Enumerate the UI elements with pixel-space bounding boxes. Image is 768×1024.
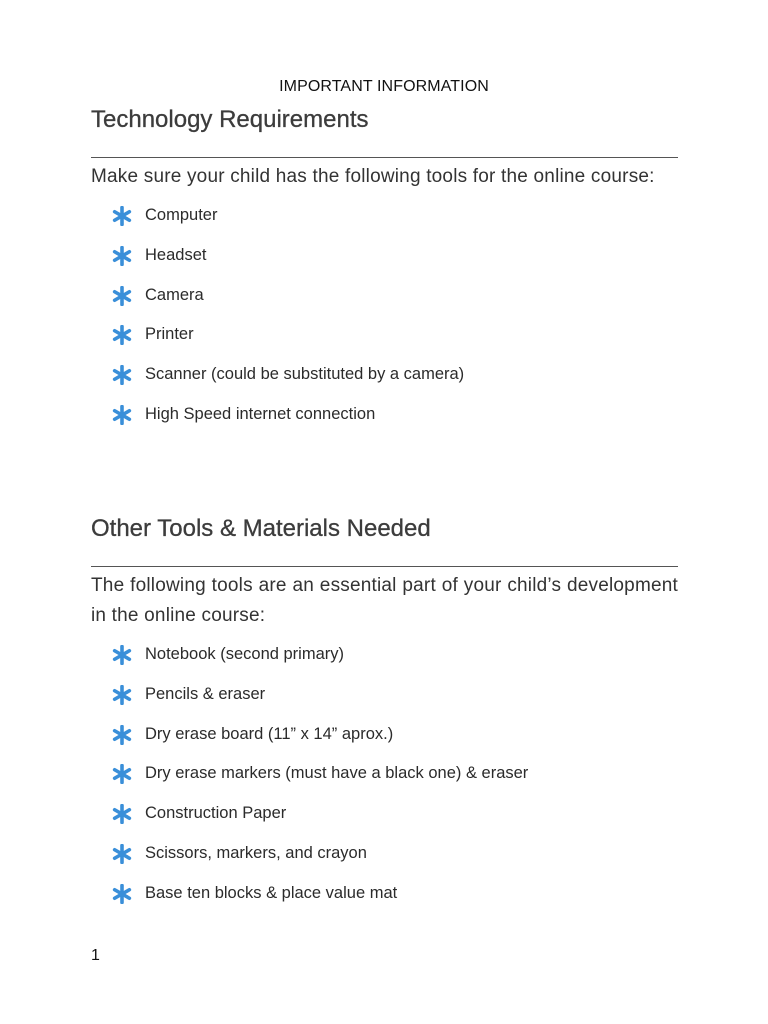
asterisk-icon: [112, 764, 132, 784]
asterisk-icon: [112, 286, 132, 306]
list-item: [91, 834, 678, 874]
asterisk-icon: [112, 725, 132, 745]
asterisk-icon: [112, 884, 132, 904]
list-item: [91, 395, 678, 435]
asterisk-icon: [112, 246, 132, 266]
list-item-label: Camera: [145, 285, 204, 304]
asterisk-icon: [112, 325, 132, 345]
asterisk-icon: [112, 645, 132, 665]
list-item-label: Notebook (second primary): [145, 645, 344, 663]
list-item-label: Construction Paper: [145, 804, 287, 823]
list-item: [91, 196, 678, 236]
list-item-label: Pencils & eraser: [145, 684, 266, 703]
list-item: [91, 635, 678, 675]
page-header: IMPORTANT INFORMATION: [279, 78, 489, 95]
list-item: [91, 675, 678, 715]
asterisk-icon: [112, 844, 132, 864]
section-other-tools: [91, 513, 678, 914]
list-item-label: Headset: [145, 245, 207, 264]
section-intro: Make sure your child has the following tools for the online course:: [91, 166, 655, 187]
divider: [91, 157, 678, 158]
section-intro: The following tools are an essential part of your child’s development in the online course:: [91, 575, 678, 626]
section-technology-requirements: [91, 104, 678, 435]
tool-list: [91, 196, 678, 435]
list-item-label: Printer: [145, 325, 194, 344]
list-item: [91, 794, 678, 834]
list-item-label: Scissors, markers, and crayon: [145, 843, 367, 862]
asterisk-icon: [112, 365, 132, 385]
list-item-label: Base ten blocks & place value mat: [145, 883, 398, 902]
asterisk-icon: [112, 804, 132, 824]
list-item-label: High Speed internet connection: [145, 404, 376, 423]
tool-list: [91, 635, 678, 914]
list-item: [91, 236, 678, 276]
list-item-label: Scanner (could be substituted by a camera): [145, 365, 465, 384]
list-item-label: Dry erase board (11” x 14” aprox.): [145, 724, 394, 743]
list-item: [91, 874, 678, 914]
list-item-label: Dry erase markers (must have a black one) & eraser: [145, 764, 529, 783]
divider: [91, 566, 678, 567]
asterisk-icon: [112, 405, 132, 425]
asterisk-icon: [112, 206, 132, 226]
list-item: [91, 276, 678, 316]
list-item: [91, 355, 678, 395]
section-title: Other Tools & Materials Needed: [91, 515, 431, 542]
section-title: Technology Requirements: [91, 106, 369, 133]
list-item-label: Computer: [145, 206, 218, 224]
asterisk-icon: [112, 685, 132, 705]
list-item: [91, 715, 678, 755]
page-number: 1: [91, 947, 100, 964]
list-item: [91, 754, 678, 794]
list-item: [91, 315, 678, 355]
